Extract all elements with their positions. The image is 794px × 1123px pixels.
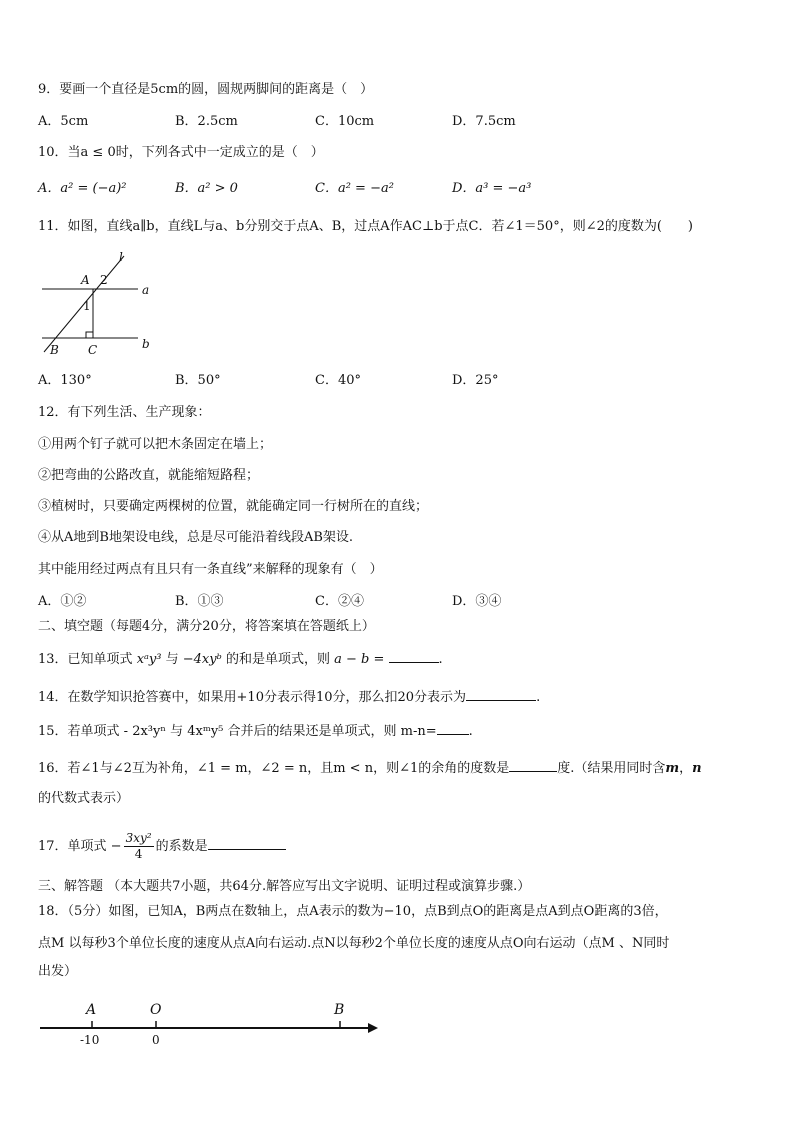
q11-option-a: A．130° [38, 373, 92, 388]
label-a: a [142, 283, 150, 297]
q11-option-d: D．25° [452, 373, 499, 388]
axis-label-B: B [334, 1002, 345, 1018]
label-angle-1: 1 [83, 299, 91, 313]
q12-option-b: B．①③ [175, 594, 224, 609]
q16-var-m: m [665, 761, 680, 776]
q16-line-2: 的代数式表示） [38, 791, 130, 806]
q13 [38, 650, 443, 669]
q13-expression: a − b = [334, 652, 385, 667]
q16-text-a: 16．若∠1与∠2互为补角，∠1 = m，∠2 = n，且m < n，则∠1的余角的度数是 [38, 761, 510, 776]
q12-item-3: ③植树时，只要确定两棵树的位置，就能确定同一行树所在的直线； [38, 499, 429, 514]
q9-option-d: D．7.5cm [452, 114, 516, 129]
q11-stem: 11．如图，直线a∥b，直线L与a、b分别交于点A、B，过点A作AC⊥b于点C．若∠1＝50°，则∠2的度数为( ) [38, 219, 693, 234]
label-B: B [50, 343, 59, 357]
q18-line-3: 出发） [38, 964, 78, 979]
q16-line-1 [38, 759, 702, 778]
q12-option-a: A．①② [38, 594, 87, 609]
q16-answer-blank[interactable] [509, 759, 557, 772]
q9-option-c: C．10cm [315, 114, 375, 129]
axis-arrow [368, 1023, 378, 1033]
q16-var-n: n [692, 761, 702, 776]
q9-option-a: A．5cm [38, 114, 89, 129]
q17-fraction [124, 831, 154, 862]
q16-text-b: 度.（结果用同时含 [557, 761, 666, 776]
q10-stem: 10．当a ≤ 0时，下列各式中一定成立的是（ ） [38, 145, 324, 160]
q11-option-c: C．40° [315, 373, 361, 388]
label-b: b [142, 337, 150, 351]
q15-text: 15．若单项式 - 2x³yⁿ 与 4xᵐy⁵ 合并后的结果还是单项式，则 m-n= [38, 724, 437, 739]
q18-line-1: 18．（5分）如图，已知A，B两点在数轴上，点A表示的数为−10，点B到点O的距离是点A到点O距离的3倍， [38, 904, 668, 919]
q13-end: . [438, 652, 443, 667]
q12-option-c: C．②④ [315, 594, 364, 609]
section-2-heading: 二、填空题（每题4分，满分20分，将答案填在答题纸上） [38, 619, 375, 634]
q17-suffix: 的系数是 [155, 839, 208, 854]
q10-option-d: D．a³ = −a³ [452, 181, 532, 196]
q13-mid: 与 [165, 652, 179, 667]
q10-option-a: A．a² = (−a)² [38, 181, 127, 196]
q15 [38, 722, 473, 741]
q16-comma: ， [679, 761, 693, 776]
q10-option-b: B．a² > 0 [175, 181, 238, 196]
q17 [38, 830, 286, 864]
q13-suffix: 的和是单项式，则 [225, 652, 330, 667]
label-angle-2: 2 [100, 273, 108, 287]
q17-answer-blank[interactable] [208, 837, 286, 850]
q11-option-b: B．50° [175, 373, 221, 388]
axis-label-A: A [86, 1002, 97, 1018]
q9-stem: 9．要画一个直径是5cm的圆，圆规两脚间的距离是（ ） [38, 82, 374, 97]
axis-label-O: O [150, 1002, 162, 1018]
q15-end: . [468, 724, 473, 739]
q9-option-b: B．2.5cm [175, 114, 238, 129]
q15-answer-blank[interactable] [437, 722, 469, 735]
q17-prefix: 17．单项式 − [38, 839, 122, 854]
q12-item-4: ④从A地到B地架设电线，总是尽可能沿着线段AB架设. [38, 530, 354, 545]
right-angle-mark [86, 332, 93, 338]
q12-stem: 12．有下列生活、生产现象： [38, 405, 211, 420]
q14-end: . [536, 690, 541, 705]
q13-monomial-1: xᵃy³ [136, 652, 162, 667]
label-C: C [88, 343, 98, 357]
q12-question: 其中能用经过两点有且只有一条直线”来解释的现象有（ ） [38, 562, 383, 577]
q12-item-2: ②把弯曲的公路改直，就能缩短路程； [38, 468, 260, 483]
q12-item-1: ①用两个钉子就可以把木条固定在墙上； [38, 437, 273, 452]
q12-option-d: D．③④ [452, 594, 502, 609]
q13-answer-blank[interactable] [389, 650, 439, 663]
label-l: l [119, 250, 123, 264]
q17-numerator: 3xy² [125, 831, 152, 845]
q18-line-2: 点M 以每秒3个单位长度的速度从点A向右运动.点N以每秒2个单位长度的速度从点O向右运动（点M 、N同时 [38, 936, 670, 951]
q13-prefix: 13．已知单项式 [38, 652, 133, 667]
q17-denominator: 4 [134, 847, 143, 861]
q10-option-c: C．a² = −a² [315, 181, 394, 196]
q14 [38, 688, 540, 707]
axis-value-A: -10 [80, 1033, 100, 1047]
q14-answer-blank[interactable] [466, 688, 536, 701]
q11-figure [38, 248, 168, 360]
number-line [38, 996, 388, 1048]
axis-value-O: 0 [152, 1033, 160, 1047]
q14-text: 14．在数学知识抢答赛中，如果用+10分表示得10分，那么扣20分表示为 [38, 690, 467, 705]
label-A: A [81, 273, 90, 287]
section-3-heading: 三、解答题 （本大题共7小题，共64分.解答应写出文字说明、证明过程或演算步骤.） [38, 879, 531, 894]
q13-monomial-2: −4xyᵇ [182, 652, 222, 667]
